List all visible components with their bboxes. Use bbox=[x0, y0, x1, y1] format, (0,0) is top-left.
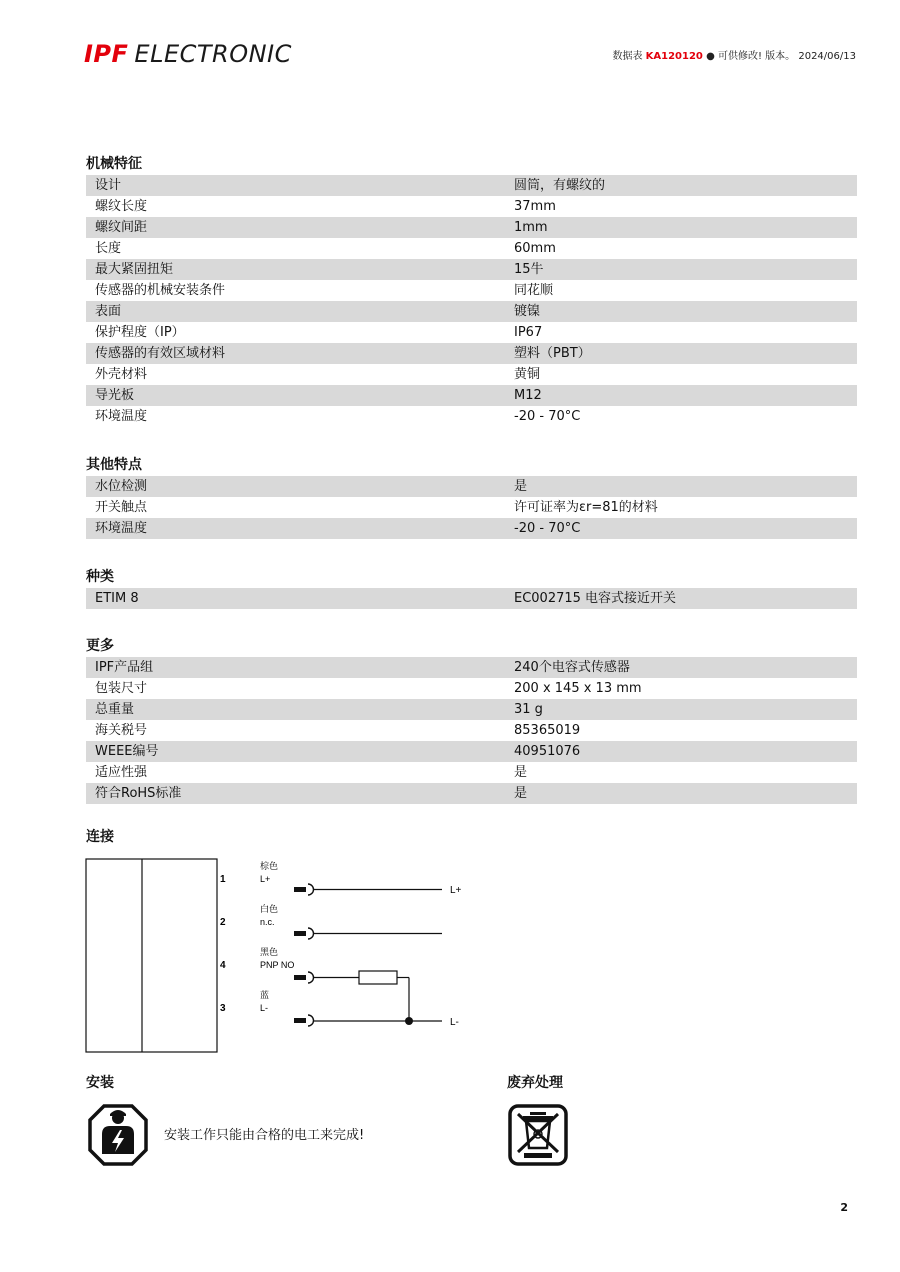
logo-suffix: ELECTRONIC bbox=[134, 40, 292, 68]
table-row bbox=[86, 762, 857, 783]
row-value: 40951076 bbox=[514, 744, 581, 759]
section-kind bbox=[86, 567, 857, 609]
table-row bbox=[86, 783, 857, 804]
row-value: 240个电容式传感器 bbox=[514, 660, 630, 675]
pin-number: 3 bbox=[220, 1003, 226, 1014]
row-label: 开关触点 bbox=[95, 500, 148, 515]
spec-table bbox=[86, 588, 857, 609]
section-title: 更多 bbox=[86, 638, 114, 654]
wire-1 bbox=[220, 860, 462, 896]
table-row bbox=[86, 741, 857, 762]
wire-color: 白色 bbox=[260, 904, 279, 914]
row-value: 是 bbox=[514, 765, 528, 780]
row-label: 环境温度 bbox=[95, 409, 148, 424]
wire-end-label: L+ bbox=[450, 885, 462, 896]
table-row bbox=[86, 196, 857, 217]
row-value: 37mm bbox=[514, 199, 556, 214]
row-value: 塑料（PBT） bbox=[514, 346, 591, 361]
company-logo bbox=[84, 40, 292, 68]
row-label: ETIM 8 bbox=[95, 591, 139, 606]
wire-color: 黑色 bbox=[260, 947, 279, 957]
row-label: 螺纹间距 bbox=[95, 220, 148, 235]
table-row bbox=[86, 322, 857, 343]
wire-3 bbox=[220, 989, 459, 1028]
connector-socket-icon bbox=[308, 972, 314, 983]
row-label: 适应性强 bbox=[95, 765, 148, 780]
row-label: 包装尺寸 bbox=[95, 681, 148, 696]
row-label: 符合RoHS标准 bbox=[95, 786, 182, 801]
meta-suffix: ● 可供修改! 版本。 2024/06/13 bbox=[706, 51, 856, 62]
table-row bbox=[86, 238, 857, 259]
row-value: 镀镍 bbox=[514, 304, 541, 319]
wiring-diagram bbox=[84, 856, 474, 1056]
table-row bbox=[86, 217, 857, 238]
page-number: 2 bbox=[840, 1201, 848, 1214]
row-value: 31 g bbox=[514, 702, 543, 717]
row-value: 圆筒，有螺纹的 bbox=[514, 178, 606, 193]
wire-color: 棕色 bbox=[260, 861, 279, 871]
wire-signal: L- bbox=[260, 1003, 269, 1013]
row-value: 60mm bbox=[514, 241, 556, 256]
pin-number: 1 bbox=[220, 874, 226, 885]
wire-signal: L+ bbox=[260, 874, 271, 884]
row-label: 外壳材料 bbox=[95, 367, 148, 382]
row-label: 总重量 bbox=[95, 702, 135, 717]
row-value: 是 bbox=[514, 479, 528, 494]
table-row bbox=[86, 518, 857, 539]
junction-dot bbox=[405, 1017, 413, 1025]
row-value: M12 bbox=[514, 388, 542, 403]
connection-title: 连接 bbox=[86, 829, 114, 845]
section-title: 机械特征 bbox=[86, 156, 142, 172]
table-row bbox=[86, 588, 857, 609]
row-label: 传感器的机械安装条件 bbox=[95, 283, 226, 298]
meta-prefix: 数据表 bbox=[612, 51, 643, 62]
row-value: -20 - 70°C bbox=[514, 521, 581, 536]
wire-4 bbox=[220, 946, 409, 1021]
wire-signal: n.c. bbox=[260, 917, 275, 927]
row-label: WEEE编号 bbox=[95, 744, 159, 759]
connector-pin bbox=[294, 975, 306, 980]
wire-signal: PNP NO bbox=[260, 960, 295, 970]
spec-table bbox=[86, 476, 857, 539]
load-resistor bbox=[359, 971, 397, 984]
row-value: 1mm bbox=[514, 220, 548, 235]
section-other bbox=[86, 455, 857, 539]
table-row bbox=[86, 720, 857, 741]
row-value: 15牛 bbox=[514, 262, 544, 277]
table-row bbox=[86, 406, 857, 427]
row-label: 螺纹长度 bbox=[95, 199, 148, 214]
row-value: 黄铜 bbox=[514, 367, 541, 382]
row-label: 传感器的有效区域材料 bbox=[95, 346, 226, 361]
table-row bbox=[86, 301, 857, 322]
row-value: 是 bbox=[514, 786, 528, 801]
row-label: 水位检测 bbox=[95, 479, 148, 494]
qualified-electrician-icon bbox=[88, 1104, 148, 1166]
row-label: 环境温度 bbox=[95, 521, 148, 536]
section-more bbox=[86, 636, 857, 804]
header-meta bbox=[612, 47, 856, 62]
wire-end-label: L- bbox=[450, 1017, 459, 1028]
section-title: 种类 bbox=[86, 569, 114, 585]
row-label: 设计 bbox=[95, 178, 122, 193]
table-row bbox=[86, 259, 857, 280]
connector-pin bbox=[294, 931, 306, 936]
table-row bbox=[86, 175, 857, 196]
row-value: IP67 bbox=[514, 325, 543, 340]
row-label: 保护程度（IP） bbox=[95, 325, 185, 340]
wire-color: 蓝 bbox=[260, 990, 270, 1000]
row-label: 长度 bbox=[95, 241, 122, 256]
row-value: -20 - 70°C bbox=[514, 409, 581, 424]
connector-socket-icon bbox=[308, 928, 314, 939]
crossed-out-bin-icon bbox=[508, 1104, 568, 1166]
sensor-body bbox=[86, 859, 217, 1052]
table-row bbox=[86, 280, 857, 301]
row-label: 导光板 bbox=[95, 388, 135, 403]
row-value: 同花顺 bbox=[514, 283, 554, 298]
table-row bbox=[86, 657, 857, 678]
wire-2 bbox=[220, 903, 442, 939]
connector-socket-icon bbox=[308, 884, 314, 895]
table-row bbox=[86, 364, 857, 385]
row-label: IPF产品组 bbox=[95, 660, 154, 675]
table-row bbox=[86, 385, 857, 406]
section-title: 其他特点 bbox=[86, 457, 142, 473]
doc-id: KA120120 bbox=[645, 51, 703, 62]
table-row bbox=[86, 699, 857, 720]
row-label: 表面 bbox=[95, 304, 122, 319]
spec-table bbox=[86, 657, 857, 804]
row-value: 200 x 145 x 13 mm bbox=[514, 681, 642, 696]
row-label: 最大紧固扭矩 bbox=[95, 262, 174, 277]
table-row bbox=[86, 497, 857, 518]
connector-pin bbox=[294, 887, 306, 892]
install-title: 安装 bbox=[86, 1075, 114, 1091]
connector-socket-icon bbox=[308, 1015, 314, 1026]
table-row bbox=[86, 678, 857, 699]
logo-brand: IPF bbox=[84, 40, 129, 68]
row-value: 许可证率为εr=81的材料 bbox=[514, 500, 658, 515]
disposal-title: 废弃处理 bbox=[507, 1075, 563, 1091]
pin-number: 4 bbox=[220, 960, 226, 971]
install-text: 安装工作只能由合格的电工来完成! bbox=[164, 1128, 365, 1143]
spec-table bbox=[86, 175, 857, 427]
row-value: 85365019 bbox=[514, 723, 581, 738]
section-mechanical bbox=[86, 154, 857, 427]
row-value: EC002715 电容式接近开关 bbox=[514, 591, 677, 606]
table-row bbox=[86, 343, 857, 364]
row-label: 海关税号 bbox=[95, 723, 148, 738]
table-row bbox=[86, 476, 857, 497]
pin-number: 2 bbox=[220, 917, 226, 928]
connector-pin bbox=[294, 1018, 306, 1023]
